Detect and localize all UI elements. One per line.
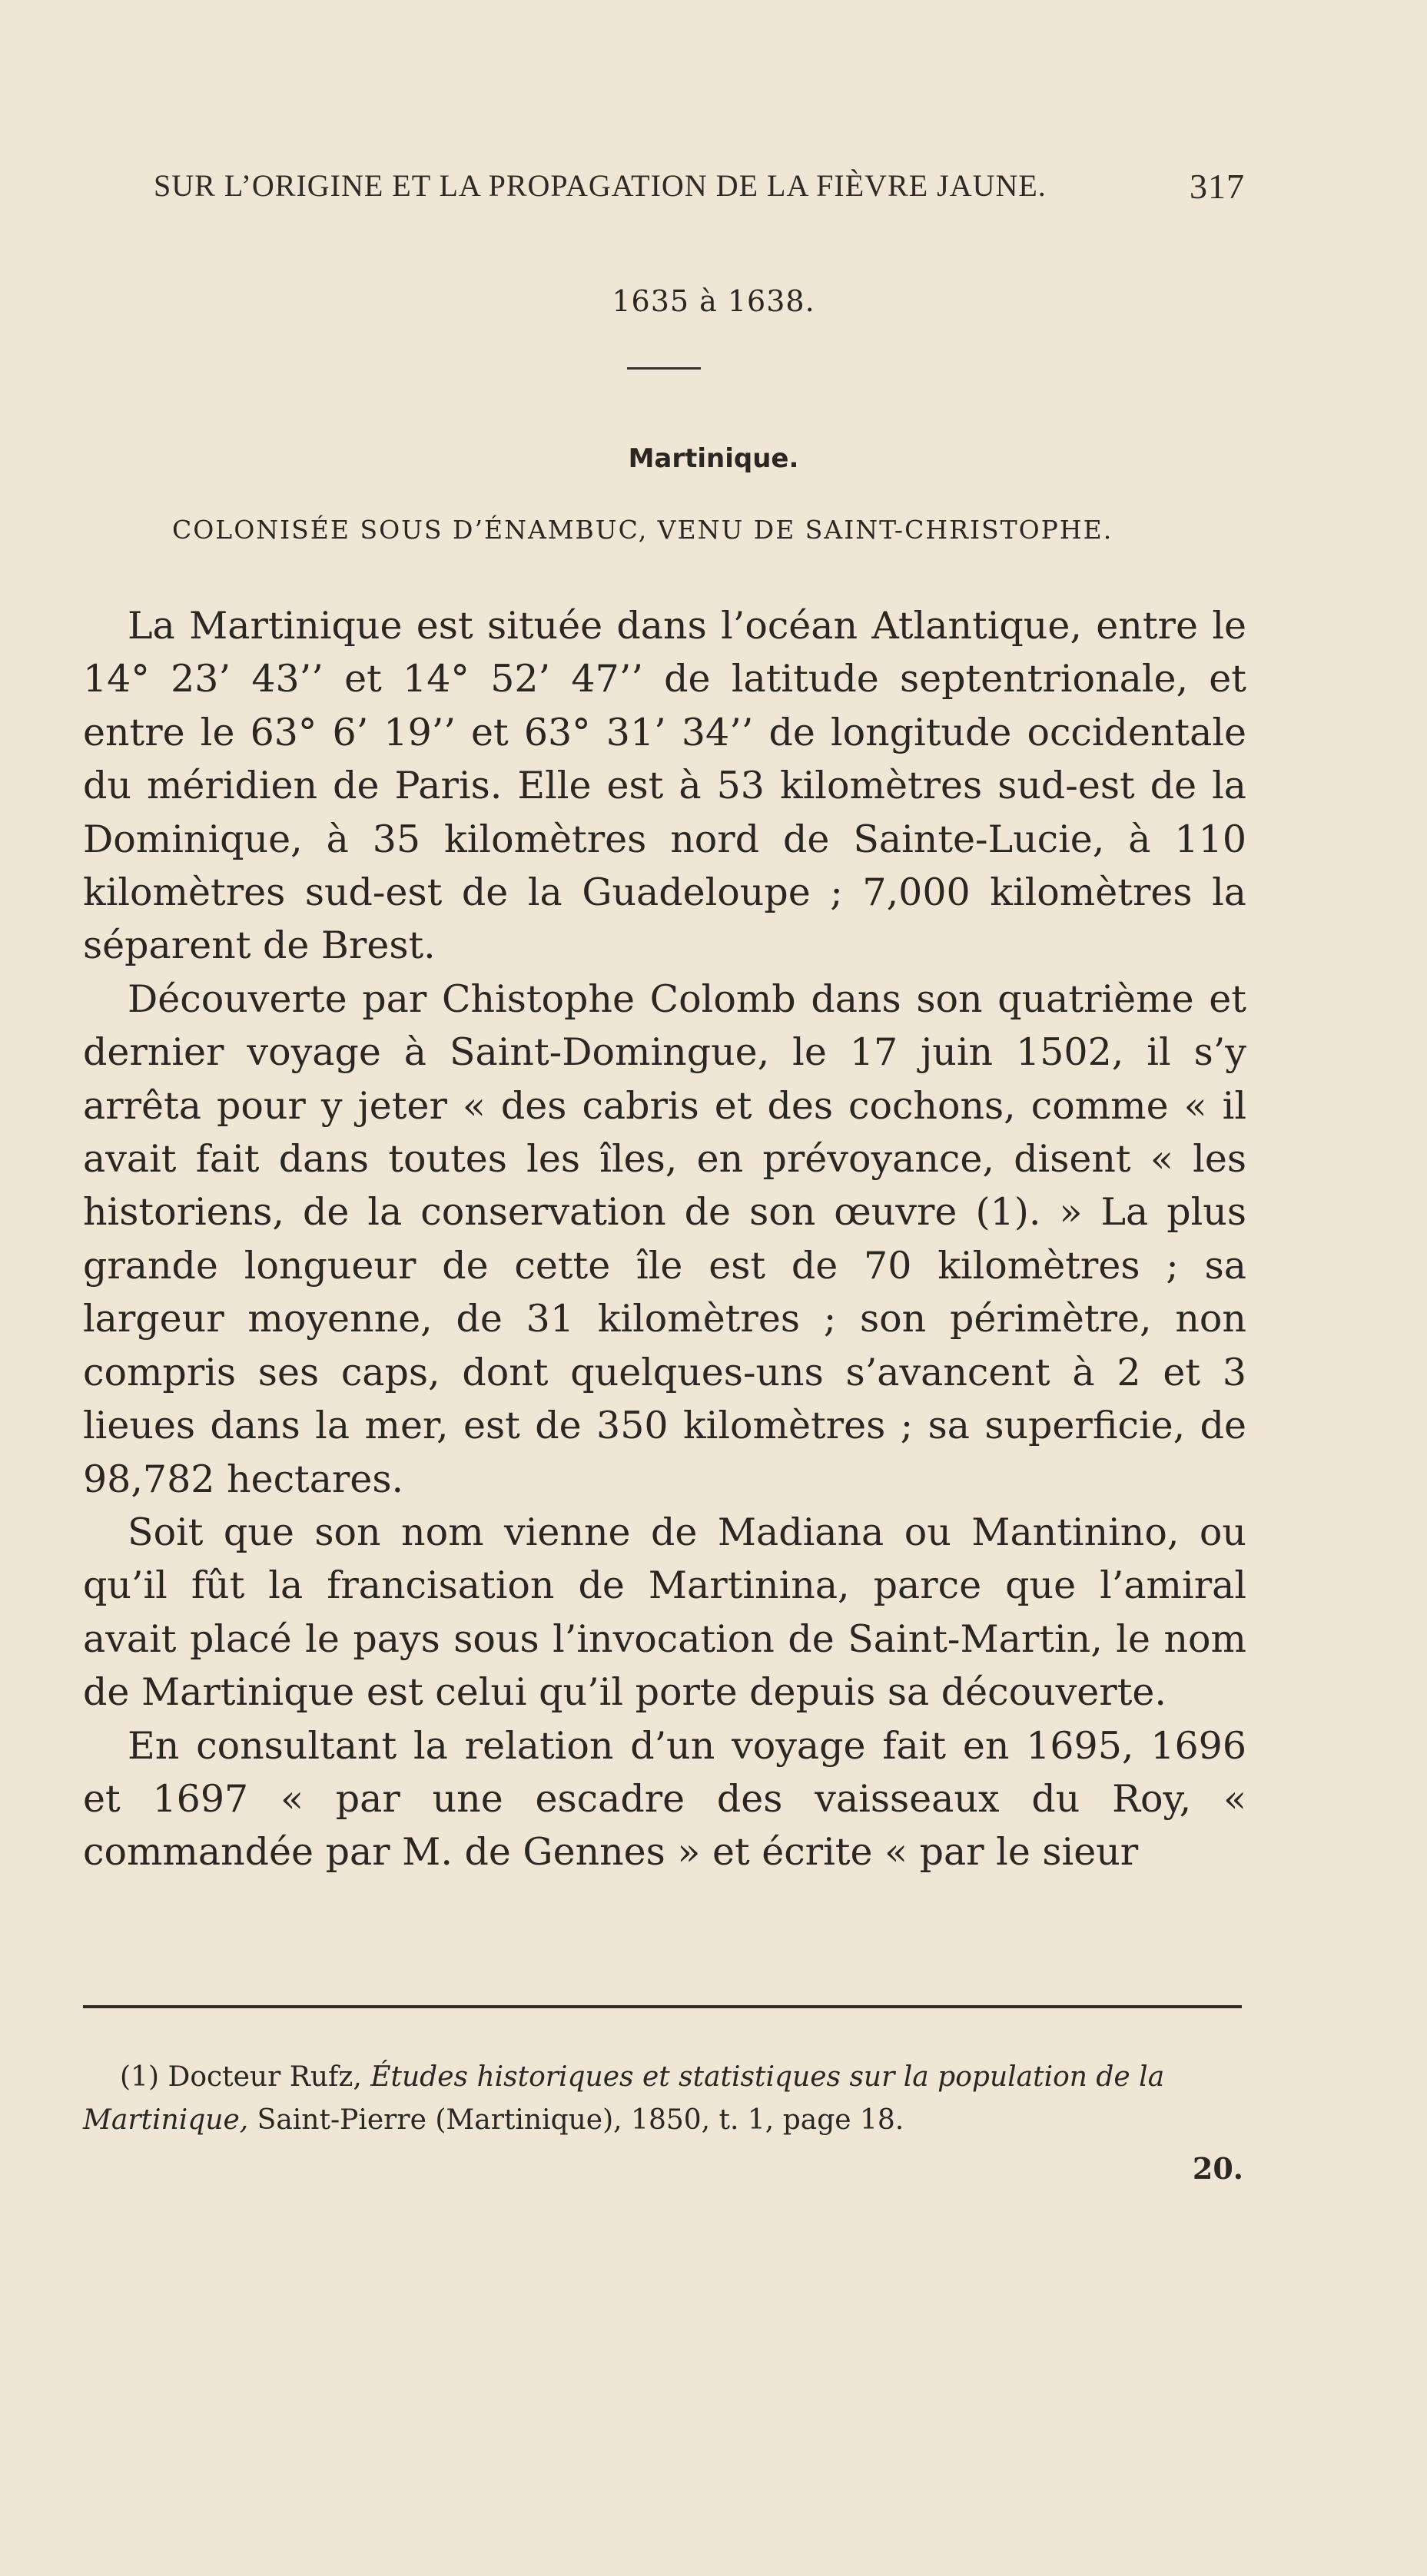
footnote-details: Saint-Pierre (Martinique), 1850, t. 1, page 18.: [257, 2104, 904, 2136]
paragraph: En consultant la relation d’un voyage fait en 1695, 1696 et 1697 « par une escadre des vaisseaux du Roy, « commandée par M. de Gennes » et écrite « par le sieur: [83, 1723, 1246, 1875]
footnote-title: Études historiques et statistiques sur la population de la Martinique,: [83, 2061, 1165, 2136]
paragraph: Découverte par Chistophe Colomb dans son quatrième et dernier voyage à Saint-Domingue, le 17 juin 1502, il s’y arrêta pour y jeter « des cabris et des cochons, comme « il avait fait dans toutes les îles, en prévoyance, disent « les historiens, de la conservation de son œuvre (1). » La plus grande longueur de cette île est de 70 kilomètres ; sa largeur moyenne, de 31 kilomètres ; son périmètre, non compris ses caps, dont quelques-uns s’avancent à 2 et 3 lieues dans la mer, est de 350 kilomètres ; sa superficie, de 98,782 hectares.: [83, 976, 1246, 1501]
page-number: 317: [1190, 167, 1245, 206]
footnote: [83, 2056, 1243, 2142]
section-title: Martinique.: [628, 443, 799, 474]
paragraph: La Martinique est située dans l’océan Atlantique, entre le 14° 23’ 43’’ et 14° 52’ 47’’ de latitude septentrionale, et entre le 63° 6’ 19’’ et 63° 31’ 34’’ de longitude occidentale du méridien de Paris. Elle est à 53 kilomètres sud-est de la Dominique, à 35 kilomètres nord de Sainte-Lucie, à 110 kilomètres sud-est de la Guadeloupe ; 7,000 kilomètres la séparent de Brest.: [83, 604, 1246, 968]
section-subtitle: COLONISÉE SOUS D’ÉNAMBUC, VENU DE SAINT-CHRISTOPHE.: [172, 515, 1113, 545]
paragraph: Soit que son nom vienne de Madiana ou Mantinino, ou qu’il fût la francisation de Martinina, parce que l’amiral avait placé le pays sous l’invocation de Saint-Martin, le nom de Martinique est celui qu’il porte depuis sa découverte.: [83, 1510, 1246, 1715]
footnote-text: [83, 2056, 1243, 2142]
short-divider: [627, 367, 701, 370]
footnote-author: Docteur Rufz,: [168, 2061, 362, 2093]
date-heading: 1635 à 1638.: [612, 284, 815, 318]
running-title: SUR L’ORIGINE ET LA PROPAGATION DE LA FIÈVRE JAUNE.: [154, 168, 1047, 203]
footnote-divider: [83, 2005, 1242, 2008]
footnote-marker: (1): [120, 2061, 159, 2093]
signature-mark: 20.: [1192, 2151, 1243, 2186]
body-text: [83, 599, 1246, 1879]
